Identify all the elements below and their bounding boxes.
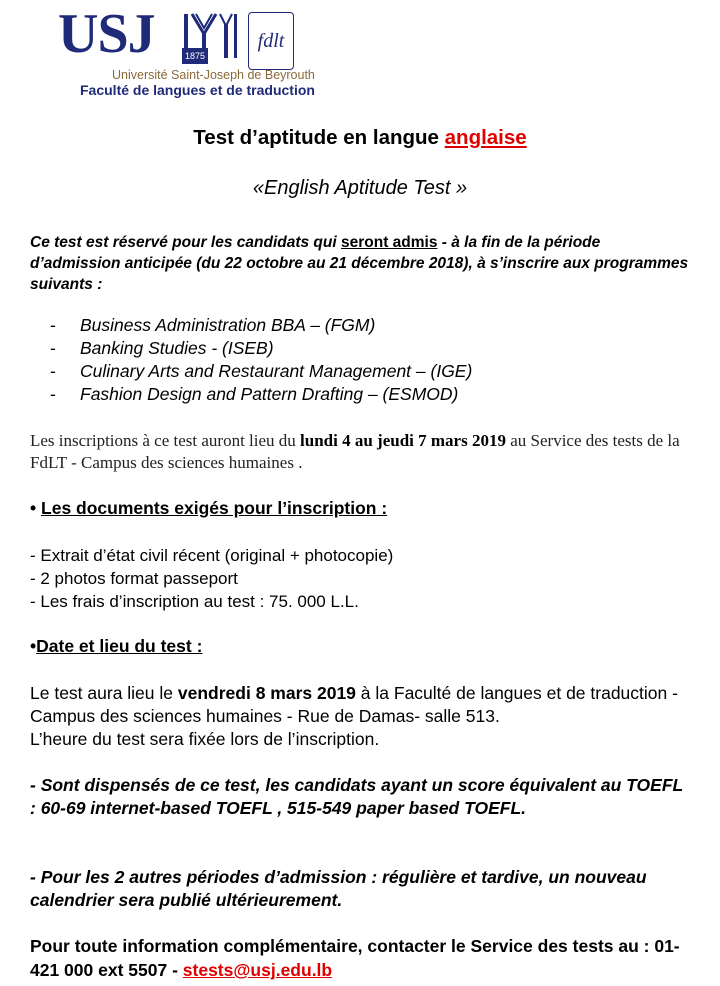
intro-underlined: seront admis bbox=[340, 234, 438, 251]
registration-part2: au Service des tests de la FdLT - Campus des sciences humaines . bbox=[30, 431, 680, 472]
contact-email-link[interactable]: stests@usj.edu.lb bbox=[182, 960, 333, 980]
list-item: - Les frais d’inscription au test : 75. 000 L.L. bbox=[30, 592, 359, 611]
intro-part2: - à la fin de la période d’admission anticipée (du 22 octobre au 21 décembre 2018), à s’inscrire aux programmes suivants : bbox=[30, 234, 689, 293]
registration-paragraph bbox=[30, 430, 690, 474]
faculty-name: Faculté de langues et de traduction bbox=[80, 82, 315, 98]
dash: - bbox=[50, 338, 56, 358]
list-item: - Extrait d’état civil récent (original + photocopie) bbox=[30, 546, 394, 565]
intro-paragraph bbox=[30, 232, 690, 295]
list-item bbox=[50, 360, 472, 383]
list-item: - 2 photos format passeport bbox=[30, 569, 238, 588]
page-subtitle: «English Aptitude Test » bbox=[252, 177, 468, 199]
test-time-note: L’heure du test sera fixée lors de l’inscription. bbox=[30, 729, 380, 749]
documents-list bbox=[30, 544, 393, 613]
list-item bbox=[50, 383, 472, 406]
test-info-part2: à la Faculté de langues et de traduction - Campus des sciences humaines - Rue de Damas- salle 513. bbox=[30, 683, 678, 726]
title-highlight: anglaise bbox=[444, 126, 527, 149]
list-item bbox=[50, 337, 472, 360]
program-label: Banking Studies - (ISEB) bbox=[80, 338, 274, 358]
title-prefix: Test d’aptitude en langue bbox=[193, 126, 439, 149]
program-label: Business Administration BBA – (FGM) bbox=[80, 315, 376, 335]
dash: - bbox=[50, 361, 56, 381]
test-info-paragraph bbox=[30, 682, 700, 751]
page-title bbox=[0, 126, 720, 150]
registration-part1: Les inscriptions à ce test auront lieu du bbox=[30, 431, 296, 450]
bullet: • bbox=[30, 636, 37, 656]
date-heading bbox=[30, 636, 202, 657]
fdlt-logo: fdlt bbox=[248, 12, 294, 70]
date-heading-text: Date et lieu du test : bbox=[36, 636, 203, 656]
intro-part1: Ce test est réservé pour les candidats qui bbox=[30, 234, 337, 251]
contact-paragraph bbox=[30, 934, 710, 982]
usj-letters: USJ bbox=[58, 3, 155, 65]
program-label: Culinary Arts and Restaurant Management – (IGE) bbox=[80, 361, 473, 381]
founding-year: 1875 bbox=[182, 48, 208, 64]
documents-heading bbox=[30, 498, 387, 519]
program-list bbox=[50, 314, 472, 406]
dash: - bbox=[50, 315, 56, 335]
test-info-part1: Le test aura lieu le bbox=[30, 683, 174, 703]
list-item bbox=[50, 314, 472, 337]
bullet: • bbox=[30, 498, 37, 518]
usj-logo bbox=[58, 3, 318, 102]
contact-text: Pour toute information complémentaire, contacter le Service des tests au : 01- 421 000 ext 5507 - bbox=[30, 936, 680, 980]
university-name: Université Saint-Joseph de Beyrouth bbox=[112, 68, 315, 82]
exemption-paragraph: - Sont dispensés de ce test, les candidats ayant un score équivalent au TOEFL : 60-69 internet-based TOEFL , 515-549 paper based TOEFL. bbox=[30, 775, 683, 818]
program-label: Fashion Design and Pattern Drafting – (ESMOD) bbox=[80, 384, 459, 404]
documents-heading-text: Les documents exigés pour l’inscription : bbox=[41, 498, 388, 518]
dash: - bbox=[50, 384, 56, 404]
registration-dates: lundi 4 au jeudi 7 mars 2019 bbox=[300, 431, 506, 450]
other-periods-paragraph: - Pour les 2 autres périodes d’admission : régulière et tardive, un nouveau calendrier sera publié ultérieurement. bbox=[30, 867, 647, 910]
test-date: vendredi 8 mars 2019 bbox=[177, 683, 356, 703]
